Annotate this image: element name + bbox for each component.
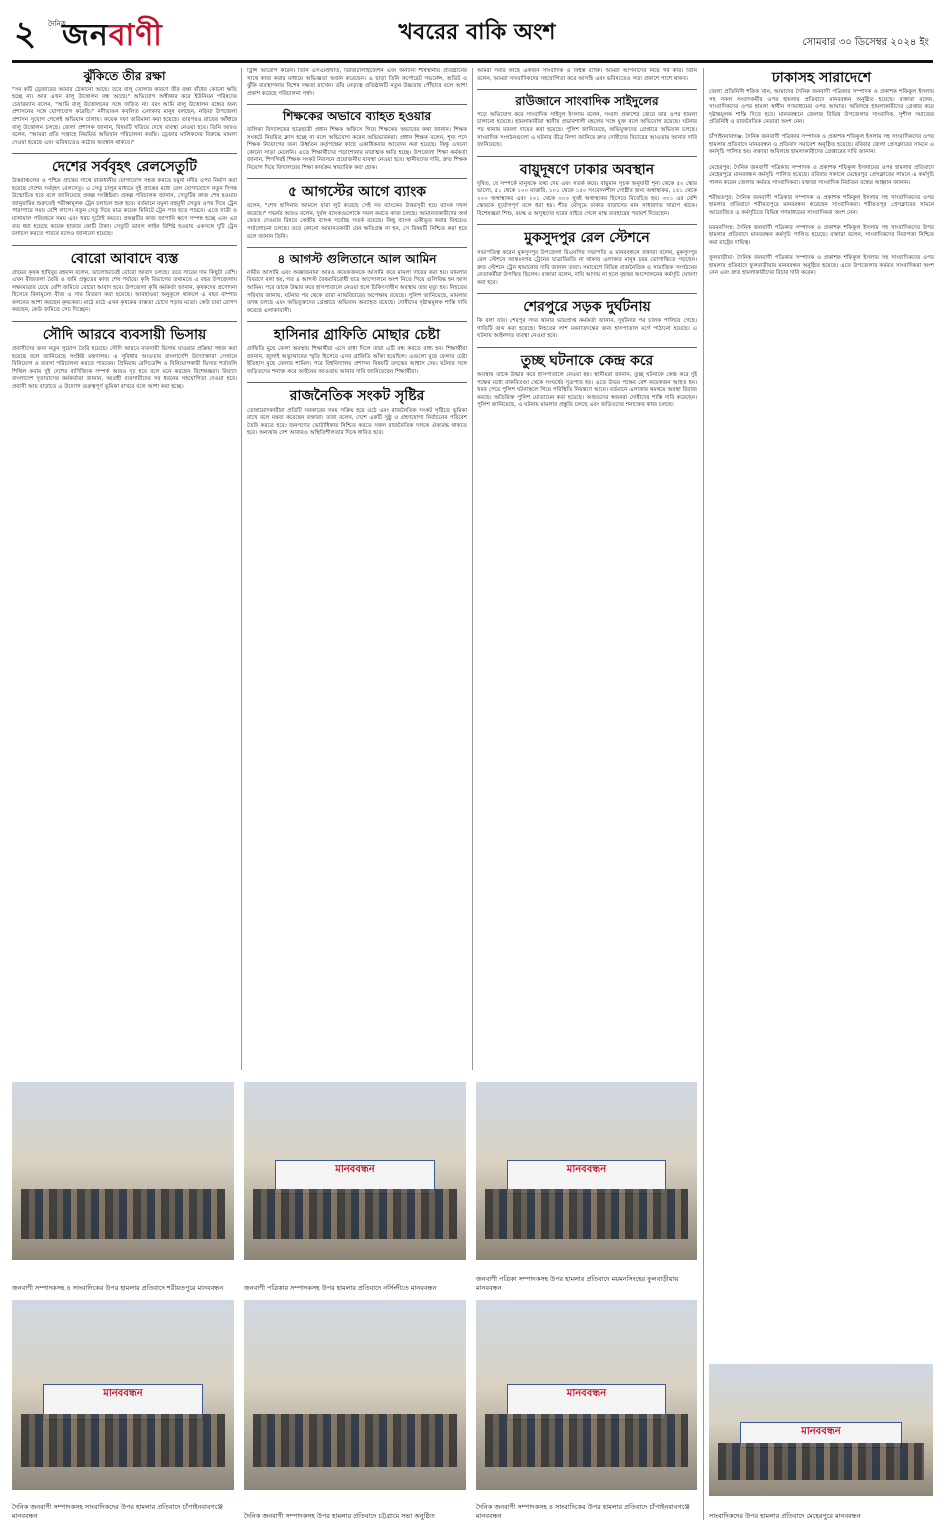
issue-date: সোমবার ৩০ ডিসেম্বর ২০২৪ ইং	[802, 37, 929, 48]
crowd-silhouette	[485, 1414, 688, 1467]
photo-row-2	[12, 1300, 697, 1520]
article	[477, 293, 697, 341]
article-body: দূষিত, যে সম্পর্কে মানুষকে তথ্য দেয় এবং সতর্ক করে। বায়ুমান সূচক অনুযায়ী শূন্য থেকে ৫০ স্কোর ভালো, ৫১ থেকে ১০০ মাঝারি, ১০১ থেকে ১৫০ সংবেদনশীল গোষ্ঠীর জন্য অস্বাস্থ্যকর, ১৫১ থেকে ২০০ অস্বাস্থ্যকর এবং ২০১ থেকে ৩০০ খুবই অস্বাস্থ্যকর হিসেবে বিবেচিত হয়। ৩০১ এর বেশি স্কোরকে দুর্যোগপূর্ণ বলে ধরা হয়। শীত মৌসুমে ঢাকার বাতাসের মান সাধারণত খারাপ থাকে। বিশেষজ্ঞরা শিশু, বয়স্ক ও অসুস্থদের ঘরের বাইরে গেলে মাস্ক ব্যবহারের পরামর্শ দিয়েছেন।	[477, 180, 697, 217]
article-headline: মুকসুদপুর রেল স্টেশনে	[524, 230, 650, 247]
photo-image	[476, 1300, 697, 1490]
news-photo	[244, 1300, 466, 1520]
article	[12, 245, 237, 315]
article-headline: শেরপুরে সড়ক দুর্ঘটনায়	[523, 299, 651, 316]
article-headline: দেশের সর্ববৃহৎ রেলসেতুটি	[52, 159, 197, 176]
column-3	[477, 68, 697, 1070]
article-body: পড়ে অভিযোগ করে সাংবাদিক সাইদুল ইসলাম বলেন, সংবাদ প্রকাশের জেরে তার ওপর হামলা চালানো হয়েছে। হামলাকারীরা স্থানীয় প্রভাবশালী মহলের সঙ্গে যুক্ত বলে অভিযোগ রয়েছে। ঘটনার পর থানায় মামলা দায়ের করা হয়েছে। পুলিশ জানিয়েছে, অভিযুক্তদের গ্রেপ্তারে অভিযান চলছে। সাংবাদিক সংগঠনগুলো এ ঘটনার তীব্র নিন্দা জানিয়ে দ্রুত দোষীদের বিচারের আওতায় আনার দাবি জানিয়েছে।	[477, 111, 697, 149]
article	[247, 321, 467, 376]
photo-image	[476, 1082, 697, 1260]
article	[12, 153, 237, 238]
article-headline: তুচ্ছ ঘটনাকে কেন্দ্র করে	[520, 353, 654, 370]
article-headline: বায়ুদূষণে ঢাকার অবস্থান	[519, 161, 655, 178]
article-body: প্রবাসীদের জন্য নতুন সুযোগ তৈরি হয়েছে। সৌদি আরবে ব্যবসায়ী ভিসায় যাওয়ার প্রক্রিয়া সহজ করা হয়েছে বলে জানিয়েছে সংশ্লিষ্ট মন্ত্রণালয়। এ সুবিধার আওতায় বাংলাদেশি উদ্যোক্তারা সেখানে বিনিয়োগ ও ব্যবসা পরিচালনা করতে পারবেন। প্রিমিয়াম রেসিডেন্সি ও বিনিয়োগকারী ভিসার শর্তাবলি শিথিল করায় দুই দেশের বাণিজ্যিক সম্পর্ক আরও দৃঢ় হবে বলে মনে করছেন বিশেষজ্ঞরা। রিয়াদে বাংলাদেশ দূতাবাসের কর্মকর্তারা জানান, আগ্রহী ব্যবসায়ীদের সব ধরনের সহযোগিতা দেওয়া হবে। প্রবাসী আয় বাড়াতে এ উদ্যোগ গুরুত্বপূর্ণ ভূমিকা রাখবে বলে আশা করা হচ্ছে।	[12, 346, 237, 390]
masthead	[12, 14, 933, 56]
article-body: গ্রামের কৃষক হাবিবুর রহমান বলেন, ভালোভাবেই বোরো আবাদ চলছে। তবে সারের দাম কিছুটা বেশি। এখন বীজতলা তৈরি ও জমি প্রস্তুতের কাজ শেষ পর্যায়ে। কৃষি বিভাগের তথ্যমতে এ বছর উপজেলায় লক্ষ্যমাত্রার চেয়ে বেশি জমিতে বোরো আবাদ হবে। উপজেলা কৃষি কর্মকর্তা জানান, কৃষকদের প্রণোদনা হিসেবে বিনামূল্যে বীজ ও সার বিতরণ করা হয়েছে। আবহাওয়া অনুকূলে থাকলে এ বছর বাম্পার ফলনের আশা করছেন কৃষকেরা। মাঠে মাঠে এখন কৃষকের ব্যস্ততা চোখে পড়ার মতো। কেউ চারা রোপণ করছেন, কেউ জমিতে সেচ দিচ্ছেন।	[12, 269, 237, 314]
article-body: অবস্থায় তাকে উদ্ধার করে হাসপাতালে নেওয়া হয়। স্থানীয়রা জানান, তুচ্ছ ঘটনাকে কেন্দ্র করে দুই পক্ষের মধ্যে বাকবিতণ্ডা থেকে সংঘর্ষের সূত্রপাত হয়। এতে উভয় পক্ষের বেশ কয়েকজন আহত হন। খবর পেয়ে পুলিশ ঘটনাস্থলে গিয়ে পরিস্থিতি নিয়ন্ত্রণে আনে। বর্তমানে এলাকায় থমথমে অবস্থা বিরাজ করছে। অতিরিক্ত পুলিশ মোতায়েন করা হয়েছে। আহতদের স্বজনরা দোষীদের শাস্তি দাবি করেছেন। পুলিশ জানিয়েছে, এ ঘটনায় মামলার প্রস্তুতি চলছে এবং জড়িতদের শনাক্তের কাজ চলছে।	[477, 372, 697, 409]
article-headline: রাউজানে সাংবাদিক সাইদুলের	[515, 94, 659, 109]
photo-image	[244, 1300, 466, 1490]
news-photo	[709, 1364, 933, 1520]
photo-caption: জনবাণী পত্রিকা সম্পাদকসহ উপর হামলার প্রতিবাদে ময়মনসিংহের ফুলবাড়ীয়ায় মানববন্ধন	[476, 1275, 679, 1292]
photo-image	[709, 1364, 933, 1496]
article-body: বলেন, "শেখ হাসিনার আমলে যারা লুট করেছে সেই সব ব্যাংকের উত্তরসূরী হয়ে ব্যাংক দখল করেছে।" গভর্নর আরও বলেন, দুর্বল ব্যাংকগুলোকে সবল করতে কাজ চলছে। আমানতকারীদের অর্থ ফেরত দেওয়ার বিষয়ে কেন্দ্রীয় ব্যাংক সর্বোচ্চ সতর্ক রয়েছে। কিছু ব্যাংক একীভূত করার বিষয়েও পর্যালোচনা চলছে। তবে কোনো আমানতকারী যেন ক্ষতিগ্রস্ত না হন, সে বিষয়টি নিশ্চিত করা হবে বলে জানান তিনি।	[247, 203, 467, 240]
crowd-silhouette	[253, 1414, 457, 1467]
article	[247, 382, 467, 437]
newspaper-logo	[48, 16, 248, 54]
banner-text: মানববন্ধন	[335, 1164, 375, 1176]
column-1	[12, 68, 237, 1070]
article-body: উত্তরাঞ্চলের ও পশ্চিম প্রান্তের সাথে রাজধানীর যোগাযোগ সহজ করতে যমুনা নদীর ওপর নির্মাণ করা হয়েছে দেশের সর্ববৃহৎ রেলসেতু। এ সেতু চালুর মাধ্যমে দুই প্রান্তের মধ্যে রেল যোগাযোগে নতুন দিগন্ত উন্মোচিত হবে বলে জানিয়েছে প্রকল্প সংশ্লিষ্টরা। প্রকল্প পরিচালক জানান, সেতুটির কাজ শেষ হওয়ায় জানুয়ারির শুরুতেই পরীক্ষামূলক ট্রেন চলাচল শুরু হবে। বর্তমানে যমুনা বহুমুখী সেতুর ওপর দিয়ে ট্রেন পারাপারে সময় বেশি লাগে। নতুন সেতু দিয়ে মাত্র কয়েক মিনিটে ট্রেন পার হতে পারবে। এতে যাত্রী ও মালামাল পরিবহনে সময় এবং খরচ দুটোই কমবে। প্রকল্পটির কাজ জাপানি ঋণে সম্পন্ন হচ্ছে এবং এর ব্যয় ধরা হয়েছে কয়েক হাজার কোটি টাকা। সেতুটি ডাবল লাইন বিশিষ্ট হওয়ায় একসঙ্গে দুটি ট্রেন চলাচল করতে পারবে বলেও জানানো হয়েছে।	[12, 178, 237, 238]
news-photo	[12, 1300, 234, 1520]
article-headline: শিক্ষকের অভাবে ব্যাহত হওয়ার	[282, 109, 432, 124]
photo-image	[12, 1082, 234, 1260]
article-headline: ঢাকাসহ সারাদেশে	[771, 70, 872, 86]
photo-caption: দৈনিক জনবাণী সম্পাদকসহ উপর হামলার প্রতিবাদে চট্টগ্রামে সভা অনুষ্ঠিত	[244, 1511, 435, 1520]
article	[709, 70, 934, 278]
crowd-silhouette	[718, 1443, 924, 1480]
article-body: আমরা সবার কাছে একজন সাংবাদিক ও বিশ্বস্ত ব্যক্তি। আমরা আপনাদের নিয়ে গর্ব করি। তিনি বলেন, আমরা সাংবাদিকদের সহযোগিতা করে আসছি এবং ভবিষ্যতেও সত্য প্রকাশে পাশে থাকব।	[477, 68, 697, 82]
banner-text: মানববন্ধন	[566, 1164, 607, 1176]
crowd-silhouette	[21, 1189, 225, 1239]
article-headline: বোরো আবাদে ব্যস্ত	[70, 250, 179, 267]
article	[247, 247, 467, 315]
logo-prefix: দৈনিক	[48, 20, 66, 28]
article	[477, 224, 697, 287]
article-body: সভাপতিত্ব করেন মুকসুদপুর উপজেলা বিএনপির সভাপতি ও মানববন্ধনে বক্তারা বলেন, মুকসুদপুর রেল স্টেশনে আন্তঃনগর ট্রেনের যাত্রাবিরতি না থাকায় এলাকার মানুষ চরম ভোগান্তিতে পড়ছেন। দ্রুত স্টেশনে ট্রেন থামানোর দাবি জানান তারা। সমাবেশে বিভিন্ন রাজনৈতিক ও সামাজিক সংগঠনের নেতাকর্মীরা উপস্থিত ছিলেন। বক্তারা বলেন, দাবি আদায় না হলে বৃহত্তর আন্দোলনের কর্মসূচি ঘোষণা করা হবে।	[477, 249, 697, 286]
logo-part1: জন	[62, 18, 109, 53]
article-headline: রাজনৈতিক সংকট সৃষ্টির	[289, 388, 425, 405]
column-divider	[241, 68, 242, 1070]
article-headline: ৫ আগস্টের আগে ব্যাংক	[287, 184, 427, 201]
column-divider	[703, 68, 704, 1520]
article-body: তোষামোদকারীরা প্রতিটি সরকারের সময় সক্রিয় হয়ে ওঠে এবং রাজনৈতিক সংকট সৃষ্টিতে ভূমিকা রাখে বলে মন্তব্য করেছেন বক্তারা। তারা বলেন, দেশে একটি সুষ্ঠু ও গ্রহণযোগ্য নির্বাচনের পরিবেশ তৈরি করতে হবে। জনগণের ভোটাধিকার নিশ্চিত করতে সকল রাজনৈতিক দলকে ঐক্যবদ্ধ থাকতে হবে। অন্যথায় দেশ আবারও অস্থিতিশীলতার দিকে ধাবিত হবে।	[247, 407, 467, 437]
masthead-rule	[12, 60, 933, 63]
column-4	[709, 68, 934, 1358]
article-body: "সব কটি ড্রেজারের আমার ঠেকানো আছে। তবে বালু তোলার কারণে তীর রক্ষা বাঁধের কোনো ক্ষতি হচ্ছে না। আর এখন বালু উত্তোলন বন্ধ আছে।" অভিযোগ অস্বীকার করে ইউনিয়ন পরিষদের চেয়ারম্যান বলেন, "আমি বালু উত্তোলনের সঙ্গে জড়িত না। বরং আমি বালু উত্তোলন বন্ধের জন্য প্রশাসনের সঙ্গে যোগাযোগ করেছি।" নদীভাঙন কবলিত এলাকার মানুষ বলছেন, নড়িয়া উপজেলা প্রশাসন সুযোগ পেলেই অভিযান চালায়। কয়েক দফা জরিমানা করা হয়েছে। তারপরও রাতের আঁধারে বালু উত্তোলন চলছে। জেলা প্রশাসক জানান, বিষয়টি খতিয়ে দেখে ব্যবস্থা নেওয়া হবে। তিনি আরও বলেন, "আমরা প্রতি সপ্তাহে নিয়মিত অভিযান পরিচালনা করছি। ড্রেজার মালিকদের বিরুদ্ধে মামলা দেওয়া হয়েছে এবং ভবিষ্যতেও কঠোর অবস্থান থাকবে।"	[12, 86, 237, 146]
news-photo	[476, 1082, 697, 1292]
photo-caption: জনবাণী সম্পাদকসহ ৪ সাংবাদিকের উপর হামলার প্রতিবাদে শরীয়তপুরে মানববন্ধন	[12, 1283, 224, 1292]
article-body: নামীয় আসামি এবং অজ্ঞাতনামা আরও কয়েকজনকে আসামি করে মামলা দায়ের করা হয়। মামলার বিবরণে বলা হয়, গত ৪ আগস্ট বৈষম্যবিরোধী ছাত্র আন্দোলনে অংশ নিতে গিয়ে গুলিবিদ্ধ হন আল আমিন। পরে তাকে উদ্ধার করে হাসপাতালে নেওয়া হলে চিকিৎসাধীন অবস্থায় তার মৃত্যু হয়। নিহতের পরিবার জানায়, ঘটনার পর থেকে তারা ন্যায়বিচারের অপেক্ষায় রয়েছে। পুলিশ জানিয়েছে, মামলার তদন্ত চলছে এবং অভিযুক্তদের গ্রেপ্তারে অভিযান অব্যাহত রয়েছে। দোষীদের দৃষ্টান্তমূলক শাস্তি দাবি করেছে এলাকাবাসী।	[247, 269, 467, 314]
logo-wordmark	[62, 16, 163, 57]
crowd-silhouette	[21, 1414, 225, 1467]
photo-image	[244, 1082, 466, 1260]
crowd-silhouette	[485, 1189, 688, 1239]
article-headline: ঝুঁকিতে তীর রক্ষা	[83, 69, 166, 83]
news-photo	[244, 1082, 466, 1292]
article	[12, 321, 237, 391]
photo-caption: দৈনিক জনবাণী সম্পাদকসহ ৪ সাংবাদিকের উপর হামলার প্রতিবাদে চাঁপাইনবাবগঞ্জে মানববন্ধন	[476, 1503, 690, 1520]
article	[247, 104, 467, 172]
article-body: গ্রাফিতি মুছে ফেলা অবস্থায় শিক্ষার্থীরা এসে বাধা দিলে তারা এটি বন্ধ করতে বাধ্য হন। শিক্ষার্থীরা জানান, জুলাই অভ্যুত্থানের স্মৃতি হিসেবে এসব গ্রাফিতি আঁকা হয়েছিল। এগুলো মুছে ফেলার চেষ্টা ইতিহাস মুছে ফেলার শামিল। পরে বিশ্ববিদ্যালয় প্রশাসন বিষয়টি তদন্তের আশ্বাস দেয়। ঘটনার সঙ্গে জড়িতদের শনাক্ত করে আইনের আওতায় আনার দাবি জানিয়েছেন শিক্ষার্থীরা।	[247, 346, 467, 375]
logo-part2: বাণী	[108, 18, 163, 53]
page-number: ২	[14, 14, 37, 54]
news-photo	[12, 1082, 234, 1292]
banner-text: মানববন্ধন	[103, 1387, 143, 1399]
photo-caption: দৈনিক জনবাণী সম্পাদকসহ সাংবাদিকদের উপর হামলার প্রতিবাদে চাঁপাইনবাবগঞ্জে মানববন্ধন	[12, 1503, 223, 1520]
article-headline: সৌদি আরবে ব্যবসায়ী ভিসায়	[42, 327, 207, 344]
crowd-silhouette	[253, 1189, 457, 1239]
photo-caption: সাংবাদিকদের উপর হামলার প্রতিবাদে মেহেরপুরে মানববন্ধন	[709, 1511, 861, 1520]
article-headline: হাসিনার গ্রাফিতি মোছার চেষ্টা	[273, 327, 441, 344]
article-body: বালিকা বিদ্যালয়ের ছাত্রছাত্রী প্রধান শিক্ষক অফিসে গিয়ে শিক্ষকের অভাবের কথা জানান। শিক্ষক সংকটে নিয়মিত ক্লাস হচ্ছে না বলে অভিযোগ করেন অভিভাবকরা। প্রধান শিক্ষক বলেন, শূন্য পদে শিক্ষক নিয়োগের জন্য উর্ধ্বতন কর্তৃপক্ষের কাছে একাধিকবার আবেদন করা হয়েছে। কিন্তু এখনো কোনো সাড়া মেলেনি। এতে শিক্ষার্থীদের পড়াশোনার মারাত্মক ক্ষতি হচ্ছে। উপজেলা শিক্ষা কর্মকর্তা জানান, শিগগিরই শিক্ষক সংকট নিরসনে প্রয়োজনীয় ব্যবস্থা নেওয়া হবে। স্থানীয়দের দাবি, দ্রুত শিক্ষক নিয়োগ দিয়ে বিদ্যালয়ের শিক্ষা কার্যক্রম স্বাভাবিক করা হোক।	[247, 126, 467, 171]
article	[477, 68, 697, 83]
section-title: খবরের বাকি অংশ	[398, 20, 556, 45]
article	[12, 70, 237, 147]
banner-text: মানববন্ধন	[566, 1387, 607, 1399]
article-body: জেলা প্রতিনিধি শফিক খান, আমাদের দৈনিক জনবাণী পত্রিকার সম্পাদক ও প্রকাশক শফিকুল ইসলাম সহ সকল সংবাদকর্মীর ওপর হামলার প্রতিবাদে মানববন্ধন অনুষ্ঠিত হয়েছে। বক্তারা বলেন, সাংবাদিকদের ওপর হামলা স্বাধীন গণমাধ্যমের ওপর আঘাত। অবিলম্বে হামলাকারীদের গ্রেপ্তার করে দৃষ্টান্তমূলক শাস্তি দিতে হবে। মানববন্ধনে জেলার বিভিন্ন উপজেলার সাংবাদিক, সুশীল সমাজের প্রতিনিধি ও রাজনৈতিক নেতারা অংশ নেন। চাঁপাইনবাবগঞ্জ: দৈনিক জনবাণী পত্রিকার সম্পাদক ও প্রকাশক শফিকুল ইসলাম সহ সাংবাদিকদের ওপর হামলার প্রতিবাদে মানববন্ধন ও প্রতিবাদ সমাবেশ অনুষ্ঠিত হয়েছে। রবিবার জেলা প্রেসক্লাবের সামনে এ কর্মসূচি পালিত হয়। বক্তারা অবিলম্বে হামলাকারীদের গ্রেপ্তারের দাবি জানান। মেহেরপুর: দৈনিক জনবাণী পত্রিকার সম্পাদক ও প্রকাশক শফিকুল ইসলামের ওপর হামলার প্রতিবাদে মেহেরপুরে মানববন্ধন কর্মসূচি পালিত হয়েছে। রবিবার সকালে মেহেরপুর প্রেসক্লাবের সামনে এ কর্মসূচি পালন করেন জেলায় কর্মরত সাংবাদিকরা। বক্তারা সাংবাদিক নির্যাতন বন্ধের আহ্বান জানান। শরীয়তপুর: দৈনিক জনবাণী পত্রিকার সম্পাদক ও প্রকাশক শফিকুল ইসলাম সহ সাংবাদিকদের ওপর হামলার প্রতিবাদে শরীয়তপুরে মানববন্ধন করেছেন সাংবাদিকরা। শরীয়তপুর প্রেসক্লাবের সামনে আয়োজিত এ কর্মসূচিতে বিভিন্ন গণমাধ্যমের সাংবাদিকরা অংশ নেন। ময়মনসিংহ: দৈনিক জনবাণী পত্রিকার সম্পাদক ও প্রকাশক শফিকুল ইসলাম সহ সাংবাদিকদের উপর হামলার প্রতিবাদে মানববন্ধন কর্মসূচি পালিত হয়েছে। বক্তারা বলেন, সাংবাদিকদের নিরাপত্তা নিশ্চিত করা রাষ্ট্রের দায়িত্ব। ফুলবাড়ীয়া: দৈনিক জনবাণী পত্রিকার সম্পাদক ও প্রকাশক শফিকুল ইসলাম সহ সাংবাদিকদের ওপর হামলার প্রতিবাদে ফুলবাড়ীয়ায় মানববন্ধন অনুষ্ঠিত হয়েছে। এতে উপজেলার কর্মরত সাংবাদিকরা অংশ নেন এবং দ্রুত হামলাকারীদের বিচার দাবি করেন।	[709, 89, 934, 277]
article	[247, 178, 467, 241]
article	[477, 89, 697, 150]
photo-row-1	[12, 1082, 697, 1292]
article-body: ট্রিপ্স আরোপ করেন। তিনি এসএমইখাত, ডিজিটালাইজেশন এবং অন্যান্য শীর্ষস্থানীয় প্রতিষ্ঠানের সাথে কাজ করার মাধ্যমে অভিজ্ঞতা অর্জন করেছেন। এ ছাড়া তিনি কর্পোরেট গভর্নেন্স, অডিট ও ঝুঁকি ব্যবস্থাপনায় বিশেষ দক্ষতা রাখেন। তাঁর নেতৃত্বে প্রতিষ্ঠানটি নতুন উচ্চতায় পৌঁছাবে বলে আশা প্রকাশ করেছে পরিচালনা পর্ষদ।	[247, 68, 467, 97]
photo-image	[12, 1300, 234, 1490]
article	[477, 156, 697, 219]
article-headline: ৪ আগস্ট গুলিতানে আল আমিন	[277, 252, 437, 267]
article	[247, 68, 467, 98]
article	[477, 347, 697, 410]
article-body: কি বলা যায়। শেরপুর সদর থানার ভারপ্রাপ্ত কর্মকর্তা জানান, দুর্ঘটনার পর চালক পালিয়ে গেছে। গাড়িটি জব্দ করা হয়েছে। নিহতের লাশ ময়নাতদন্তের জন্য হাসপাতাল মর্গে পাঠানো হয়েছে। এ ঘটনায় আইনগত ব্যবস্থা নেওয়া হবে।	[477, 318, 697, 340]
banner-text: মানববন্ধন	[801, 1426, 841, 1438]
column-2	[247, 68, 467, 1070]
photo-caption: জনবাণী পত্রিকার সম্পাদকসহ উপর হামলার প্রতিবাদে নর্সিংদীতে মানববন্ধন	[244, 1283, 437, 1292]
news-photo	[476, 1300, 697, 1520]
column-divider	[472, 68, 473, 1070]
